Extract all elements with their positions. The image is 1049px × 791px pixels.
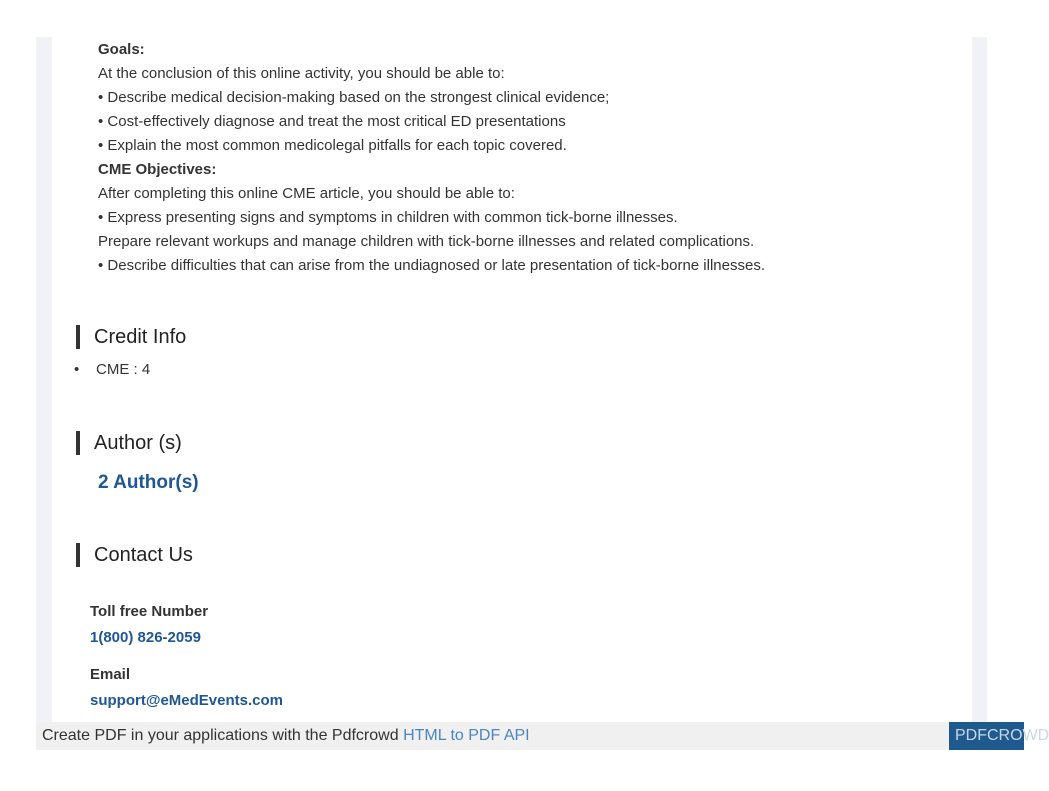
goals-lead-text: At the conclusion of this online activity, you should be able to: (98, 65, 505, 82)
contact-heading (76, 543, 193, 567)
section-accent-bar (76, 325, 80, 349)
phone-label: Toll free Number (90, 603, 209, 620)
section-accent-bar (76, 543, 80, 567)
section-accent-bar (76, 431, 80, 455)
goals-heading: Goals: (98, 41, 145, 58)
objectives-block (98, 38, 765, 278)
pdf-footer-lead: Create PDF in your applications with the Pdfcrowd (42, 727, 404, 744)
goal-item: • Describe medical decision-making based on the strongest clinical evidence; (98, 89, 610, 106)
email-label: Email (90, 666, 131, 683)
goal-item: • Cost-effectively diagnose and treat the most critical ED presentations (98, 113, 566, 130)
credit-list (74, 361, 150, 378)
cme-objective-item: • Express presenting signs and symptoms in children with common tick-borne illnesses. (98, 209, 678, 226)
credit-item-cme: CME : 4 (96, 361, 151, 378)
pdfcrowd-badge[interactable] (949, 722, 1049, 750)
credit-info-heading (76, 325, 186, 349)
authors-title: Author (s) (94, 431, 182, 454)
phone-link[interactable]: 1(800) 826-2059 (90, 629, 201, 646)
cme-objective-item: • Describe difficulties that can arise from the undiagnosed or late presentation of tick-borne illnesses. (98, 257, 765, 274)
authors-heading (76, 431, 182, 455)
pdf-footer-bar (36, 722, 1024, 750)
cme-objectives-heading: CME Objectives: (98, 161, 217, 178)
email-link[interactable]: support@eMedEvents.com (90, 692, 283, 709)
authors-link[interactable]: 2 Author(s) (98, 472, 199, 493)
credit-info-title: Credit Info (94, 325, 187, 348)
pdf-footer-text (42, 727, 530, 745)
goal-item: • Explain the most common medicolegal pitfalls for each topic covered. (98, 137, 567, 154)
bullet-icon: • (74, 361, 80, 378)
pdfcrowd-badge-label: PDFCROWD (955, 727, 1049, 744)
cme-objective-item: Prepare relevant workups and manage children with tick-borne illnesses and related complications. (98, 233, 755, 250)
html-to-pdf-api-link[interactable]: HTML to PDF API (403, 727, 530, 744)
cme-objectives-lead-text: After completing this online CME article, you should be able to: (98, 185, 515, 202)
contact-title: Contact Us (94, 543, 193, 566)
